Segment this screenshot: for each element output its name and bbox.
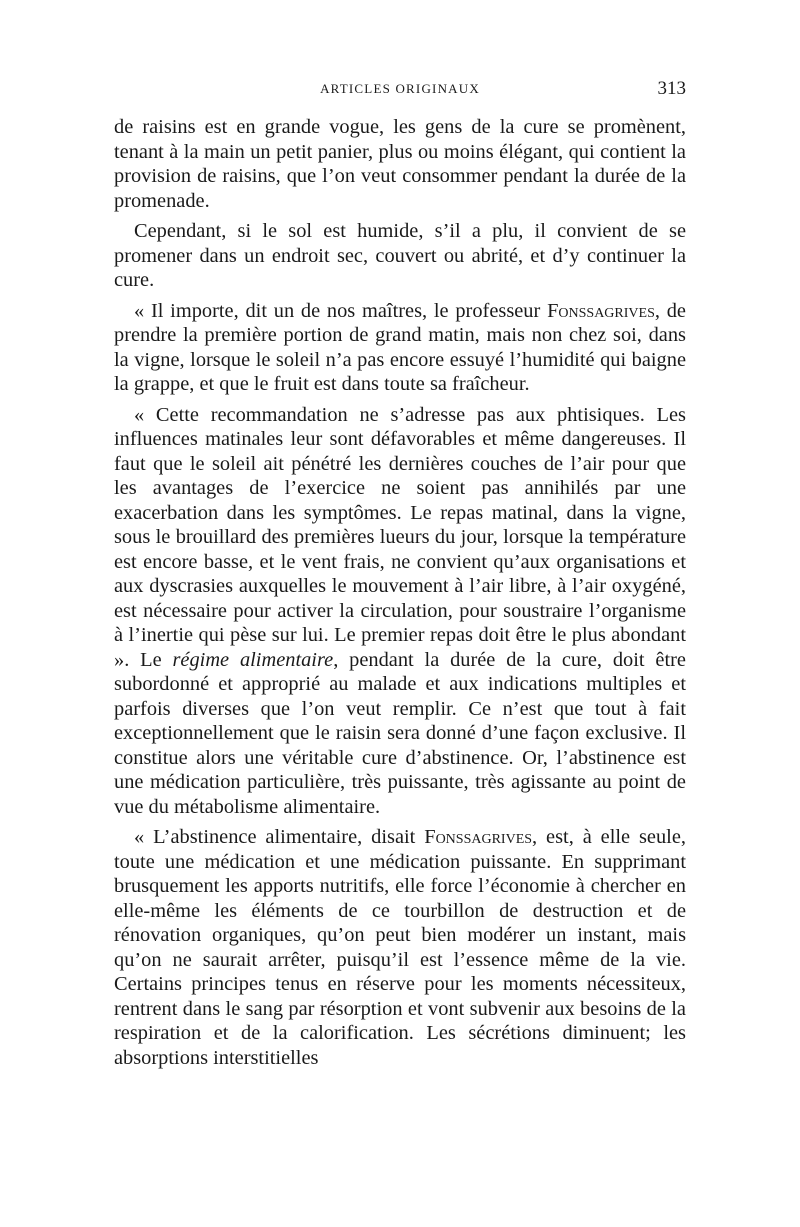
author-name: Fonssagrives [547,299,655,322]
running-title: ARTICLES ORIGINAUX [320,81,480,96]
paragraph [114,825,686,1070]
paragraph [114,115,686,213]
text-run: , pendant la durée de la cure, doit être subordonné et approprié au malade et aux indications multiples et parfois diverses que l’on veut remplir. Ce n’est que tout à fait exceptionnellement que le raisin sera donné d’une façon exclusive. Il constitue alors une véritable cure d’abstinence. Or, l’abstinence est une médication particulière, très puissante, très agissante au point de vue du métabolisme alimentaire. [114,648,686,818]
paragraph [114,403,686,820]
running-head [114,78,686,100]
body-text [114,115,686,1076]
text-run: « L’abstinence alimentaire, disait [134,826,425,848]
text-run: « Il importe, dit un de nos maîtres, le professeur [134,299,548,322]
emphasis-text: régime alimentaire [172,648,334,671]
author-name: Fonssagrives [424,826,533,848]
text-run: de raisins est en grande vogue, les gens de la cure se promènent, tenant à la main un petit panier, plus ou moins élégant, qui contient la provision de raisins, que l’on veut consommer pendant la durée de la promenade. [114,116,686,212]
text-run: « Cette recommandation ne s’adresse pas aux phtisiques. Les influences matinales leur sont défavorables et même dangereuses. Il faut que le soleil ait pénétré les dernières couches de l’air pour que les avantages de l’exercice ne soient pas annihilés par une exacerbation dans les symptômes. Le repas matinal, dans la vigne, sous le brouillard des premières lueurs du jour, lorsque la température est encore basse, et le vent frais, ne convient qu’aux organisations et aux dyscrasies auxquelles le mouvement à l’air libre, à l’air oxygéné, est nécessaire pour activer la circulation, pour soustraire l’organisme à l’inertie qui pèse sur lui. Le premier repas doit être le plus abondant ». Le [114,403,686,671]
paragraph [114,299,686,397]
paragraph [114,219,686,293]
text-run: , de prendre la première portion de grand matin, mais non chez soi, dans la vigne, lorsque le soleil n’a pas encore essuyé l’humidité qui baigne la grappe, et que le fruit est dans toute sa fraîcheur. [114,299,686,395]
text-run: Cependant, si le sol est humide, s’il a plu, il convient de se promener dans un endroit sec, couvert ou abrité, et d’y continuer la cure. [114,220,686,291]
page-number: 313 [657,78,686,99]
text-run: , est, à elle seule, toute une médication et une médication puissante. En supprimant brusquement les apports nutritifs, elle force l’économie à chercher en elle-même les éléments de ce tourbillon de destruction et de rénovation organiques, qu’on peut bien modérer un instant, mais qu’on ne saurait arrêter, puisqu’il est l’essence même de la vie. Certains principes tenus en réserve pour les moments nécessiteux, rentrent dans le sang par résorption et vont subvenir aux besoins de la respiration et de la calorification. Les sécrétions diminuent; les absorptions interstitielles [114,826,686,1069]
